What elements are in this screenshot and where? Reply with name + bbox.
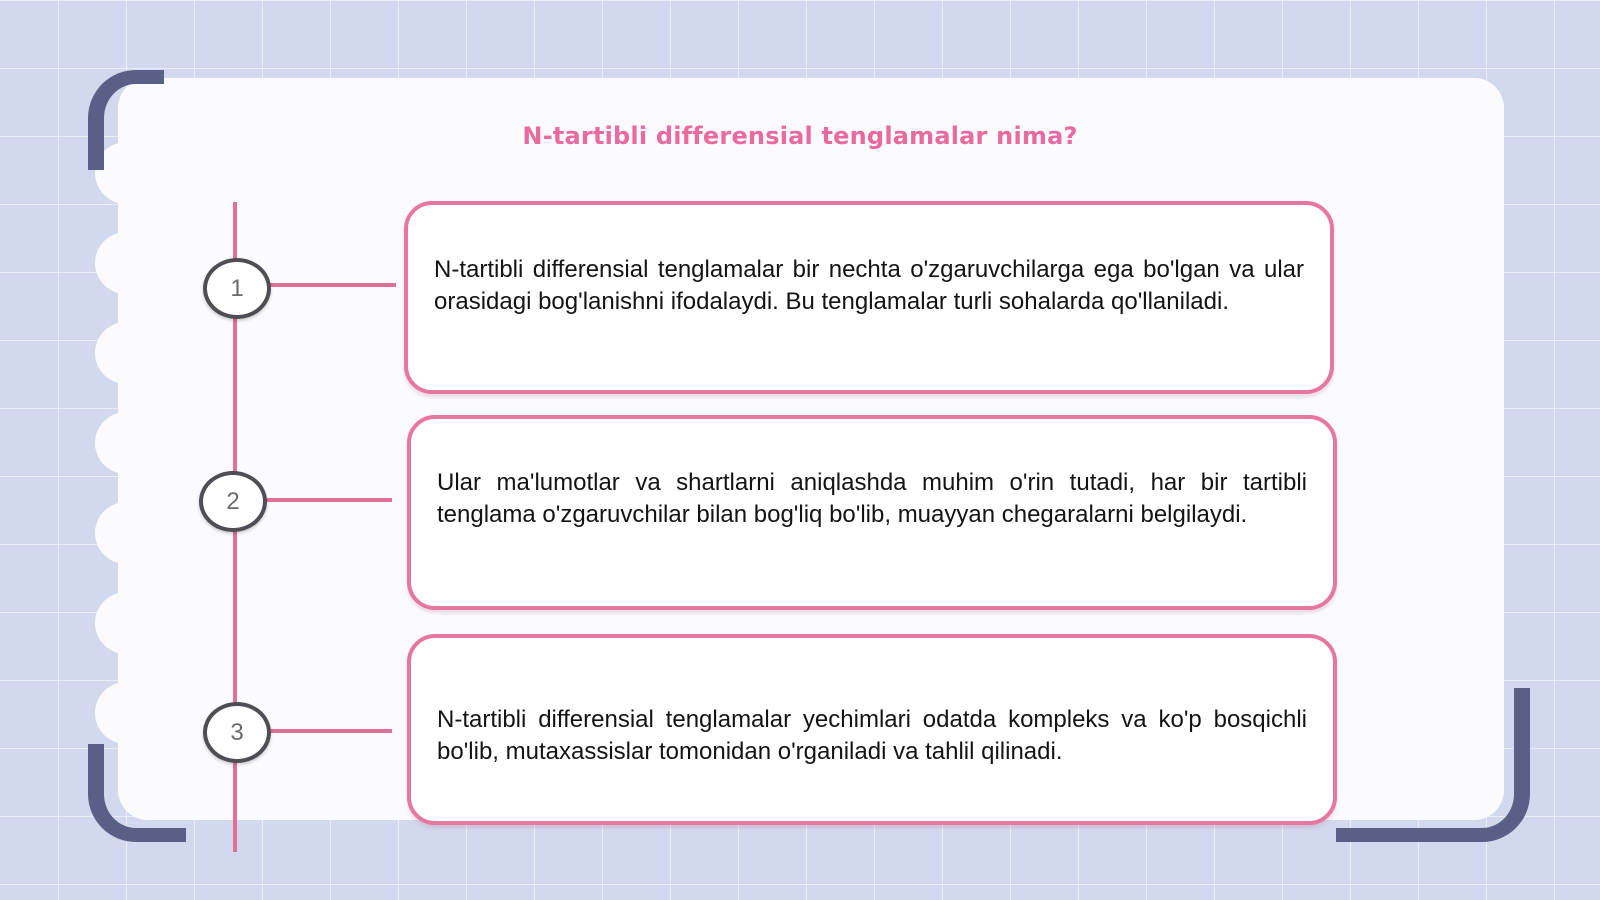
step-card-text: N-tartibli differensial tenglamalar bir nechta o'zgaruvchilarga ega bo'lgan va ular orasidagi bog'lanishni ifodalaydi. Bu tenglamalar turli sohalarda qo'llaniladi.	[434, 256, 1304, 315]
step-number-badge	[203, 258, 271, 319]
step-number: 1	[230, 274, 244, 302]
step-card-text: N-tartibli differensial tenglamalar yechimlari odatda kompleks va ko'p bosqichli bo'lib, mutaxassislar tomonidan o'rganiladi va tahlil qilinadi.	[437, 706, 1307, 765]
step-connector	[266, 283, 396, 287]
step-card-text: Ular ma'lumotlar va shartlarni aniqlashda muhim o'rin tutadi, har bir tartibli tenglama o'zgaruvchilar bilan bog'liq bo'lib, muayyan chegaralarni belgilaydi.	[437, 469, 1307, 528]
page-scallop	[95, 502, 157, 564]
bracket-top-left	[88, 70, 164, 170]
page-scallop	[95, 322, 157, 384]
step-number: 2	[226, 487, 240, 515]
bracket-bottom-left	[88, 744, 186, 842]
step-number: 3	[230, 718, 244, 746]
bracket-bottom-right	[1336, 688, 1530, 842]
step-number-badge	[199, 471, 267, 532]
page-scallop	[95, 232, 157, 294]
page-scallop	[95, 592, 157, 654]
step-card	[404, 201, 1334, 394]
step-number-badge	[203, 702, 271, 763]
page-scallop	[95, 412, 157, 474]
slide-title: N-tartibli differensial tenglamalar nima?	[522, 122, 1078, 150]
page-scallop	[95, 682, 157, 744]
step-connector	[266, 729, 392, 733]
step-card	[407, 634, 1337, 825]
step-connector	[262, 498, 392, 502]
step-card	[407, 415, 1337, 610]
